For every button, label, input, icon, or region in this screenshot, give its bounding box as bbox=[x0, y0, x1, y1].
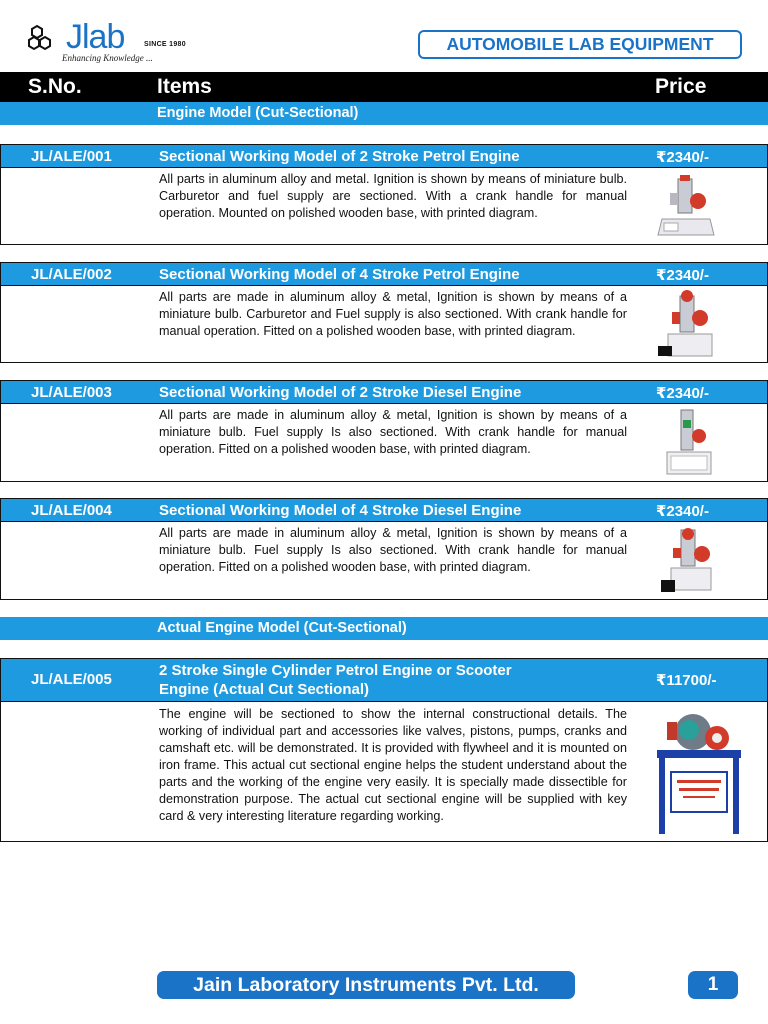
engine-model-photo-icon bbox=[663, 406, 715, 478]
engine-model-photo-icon bbox=[656, 171, 716, 239]
column-items: Items bbox=[157, 75, 212, 98]
item-name: Sectional Working Model of 4 Stroke Petrol Engine bbox=[159, 266, 520, 283]
item-name: Sectional Working Model of 2 Stroke Diesel Engine bbox=[159, 384, 522, 401]
column-sno: S.No. bbox=[28, 75, 82, 98]
item-name-line2: Engine (Actual Cut Sectional) bbox=[159, 681, 370, 698]
logo-wordmark: Jlab bbox=[66, 18, 125, 56]
item-code: JL/ALE/003 bbox=[31, 384, 112, 401]
item-price: ₹2340/- bbox=[656, 385, 709, 402]
item-price: ₹2340/- bbox=[656, 149, 709, 166]
item-code: JL/ALE/001 bbox=[31, 148, 112, 165]
item-body-row bbox=[0, 522, 768, 600]
item-price: ₹11700/- bbox=[656, 672, 717, 689]
item-header-row bbox=[0, 658, 768, 702]
item-body-row bbox=[0, 168, 768, 245]
item-header-row bbox=[0, 262, 768, 286]
item-code: JL/ALE/004 bbox=[31, 502, 112, 519]
item-name-line1: 2 Stroke Single Cylinder Petrol Engine or Scooter bbox=[159, 662, 512, 679]
section-title: Actual Engine Model (Cut-Sectional) bbox=[0, 617, 768, 640]
item-name: Sectional Working Model of 4 Stroke Diesel Engine bbox=[159, 502, 522, 519]
item-code: JL/ALE/005 bbox=[31, 671, 112, 688]
item-header-row bbox=[0, 144, 768, 168]
page-number: 1 bbox=[688, 971, 738, 999]
item-description: The engine will be sectioned to show the internal constructional details. The working of individual part and accessories like valves, pistons, pumps, cranks and camshaft etc. will be demonstrated. It is provided with flywheel and it is mounted on iron frame. This actual cut sectional engine helps the student understand about the parts and the working of the engine very easily. It is specially made dissectible for demonstration purpose. The actual cut sectional engine will be supplied with key card & very interesting literature regarding working. bbox=[159, 707, 627, 823]
column-header-bar bbox=[0, 72, 768, 102]
item-price: ₹2340/- bbox=[656, 267, 709, 284]
column-price: Price bbox=[655, 75, 707, 98]
item-description: All parts are made in aluminum alloy & metal, Ignition is shown by means of a miniature bulb. Fuel supply Is also sectioned. With crank handle for manual operation. Fitted on a polished wooden base, with printed diagram. bbox=[159, 526, 627, 574]
logo-since: SINCE 1980 bbox=[144, 41, 186, 48]
engine-model-photo-icon bbox=[657, 524, 717, 596]
item-body-row bbox=[0, 404, 768, 482]
hexagon-logo-icon bbox=[28, 24, 64, 52]
engine-model-photo-icon bbox=[656, 288, 718, 360]
logo-tagline: Enhancing Knowledge ... bbox=[62, 53, 153, 63]
item-code: JL/ALE/002 bbox=[31, 266, 112, 283]
footer-company-name: Jain Laboratory Instruments Pvt. Ltd. bbox=[157, 971, 575, 999]
item-price: ₹2340/- bbox=[656, 503, 709, 520]
item-header-row bbox=[0, 380, 768, 404]
item-body-row bbox=[0, 286, 768, 363]
category-title: AUTOMOBILE LAB EQUIPMENT bbox=[418, 30, 742, 59]
item-header-row bbox=[0, 498, 768, 522]
item-description: All parts are made in aluminum alloy & metal, Ignition is shown by means of a miniature bulb. Fuel supply Is also sectioned. With crank handle for manual operation. Fitted on a polished wooden base, with printed diagram. bbox=[159, 408, 627, 456]
item-name: Sectional Working Model of 2 Stroke Petrol Engine bbox=[159, 148, 520, 165]
item-description: All parts in aluminum alloy and metal. Ignition is shown by means of miniature bulb. Carburetor and fuel supply are sectioned. With a crank handle for manual operation. Mounted on polished wooden base, with printed diagram. bbox=[159, 172, 627, 220]
actual-engine-photo-icon bbox=[653, 708, 745, 838]
item-description: All parts are made in aluminum alloy & metal, Ignition is shown by means of a miniature bulb. Carburetor and Fuel supply is also sectioned. With crank handle for manual operation. Fitted on a polished wooden base, with printed diagram. bbox=[159, 290, 627, 338]
section-title: Engine Model (Cut-Sectional) bbox=[0, 102, 768, 125]
item-body-row bbox=[0, 702, 768, 842]
company-logo bbox=[28, 20, 198, 70]
